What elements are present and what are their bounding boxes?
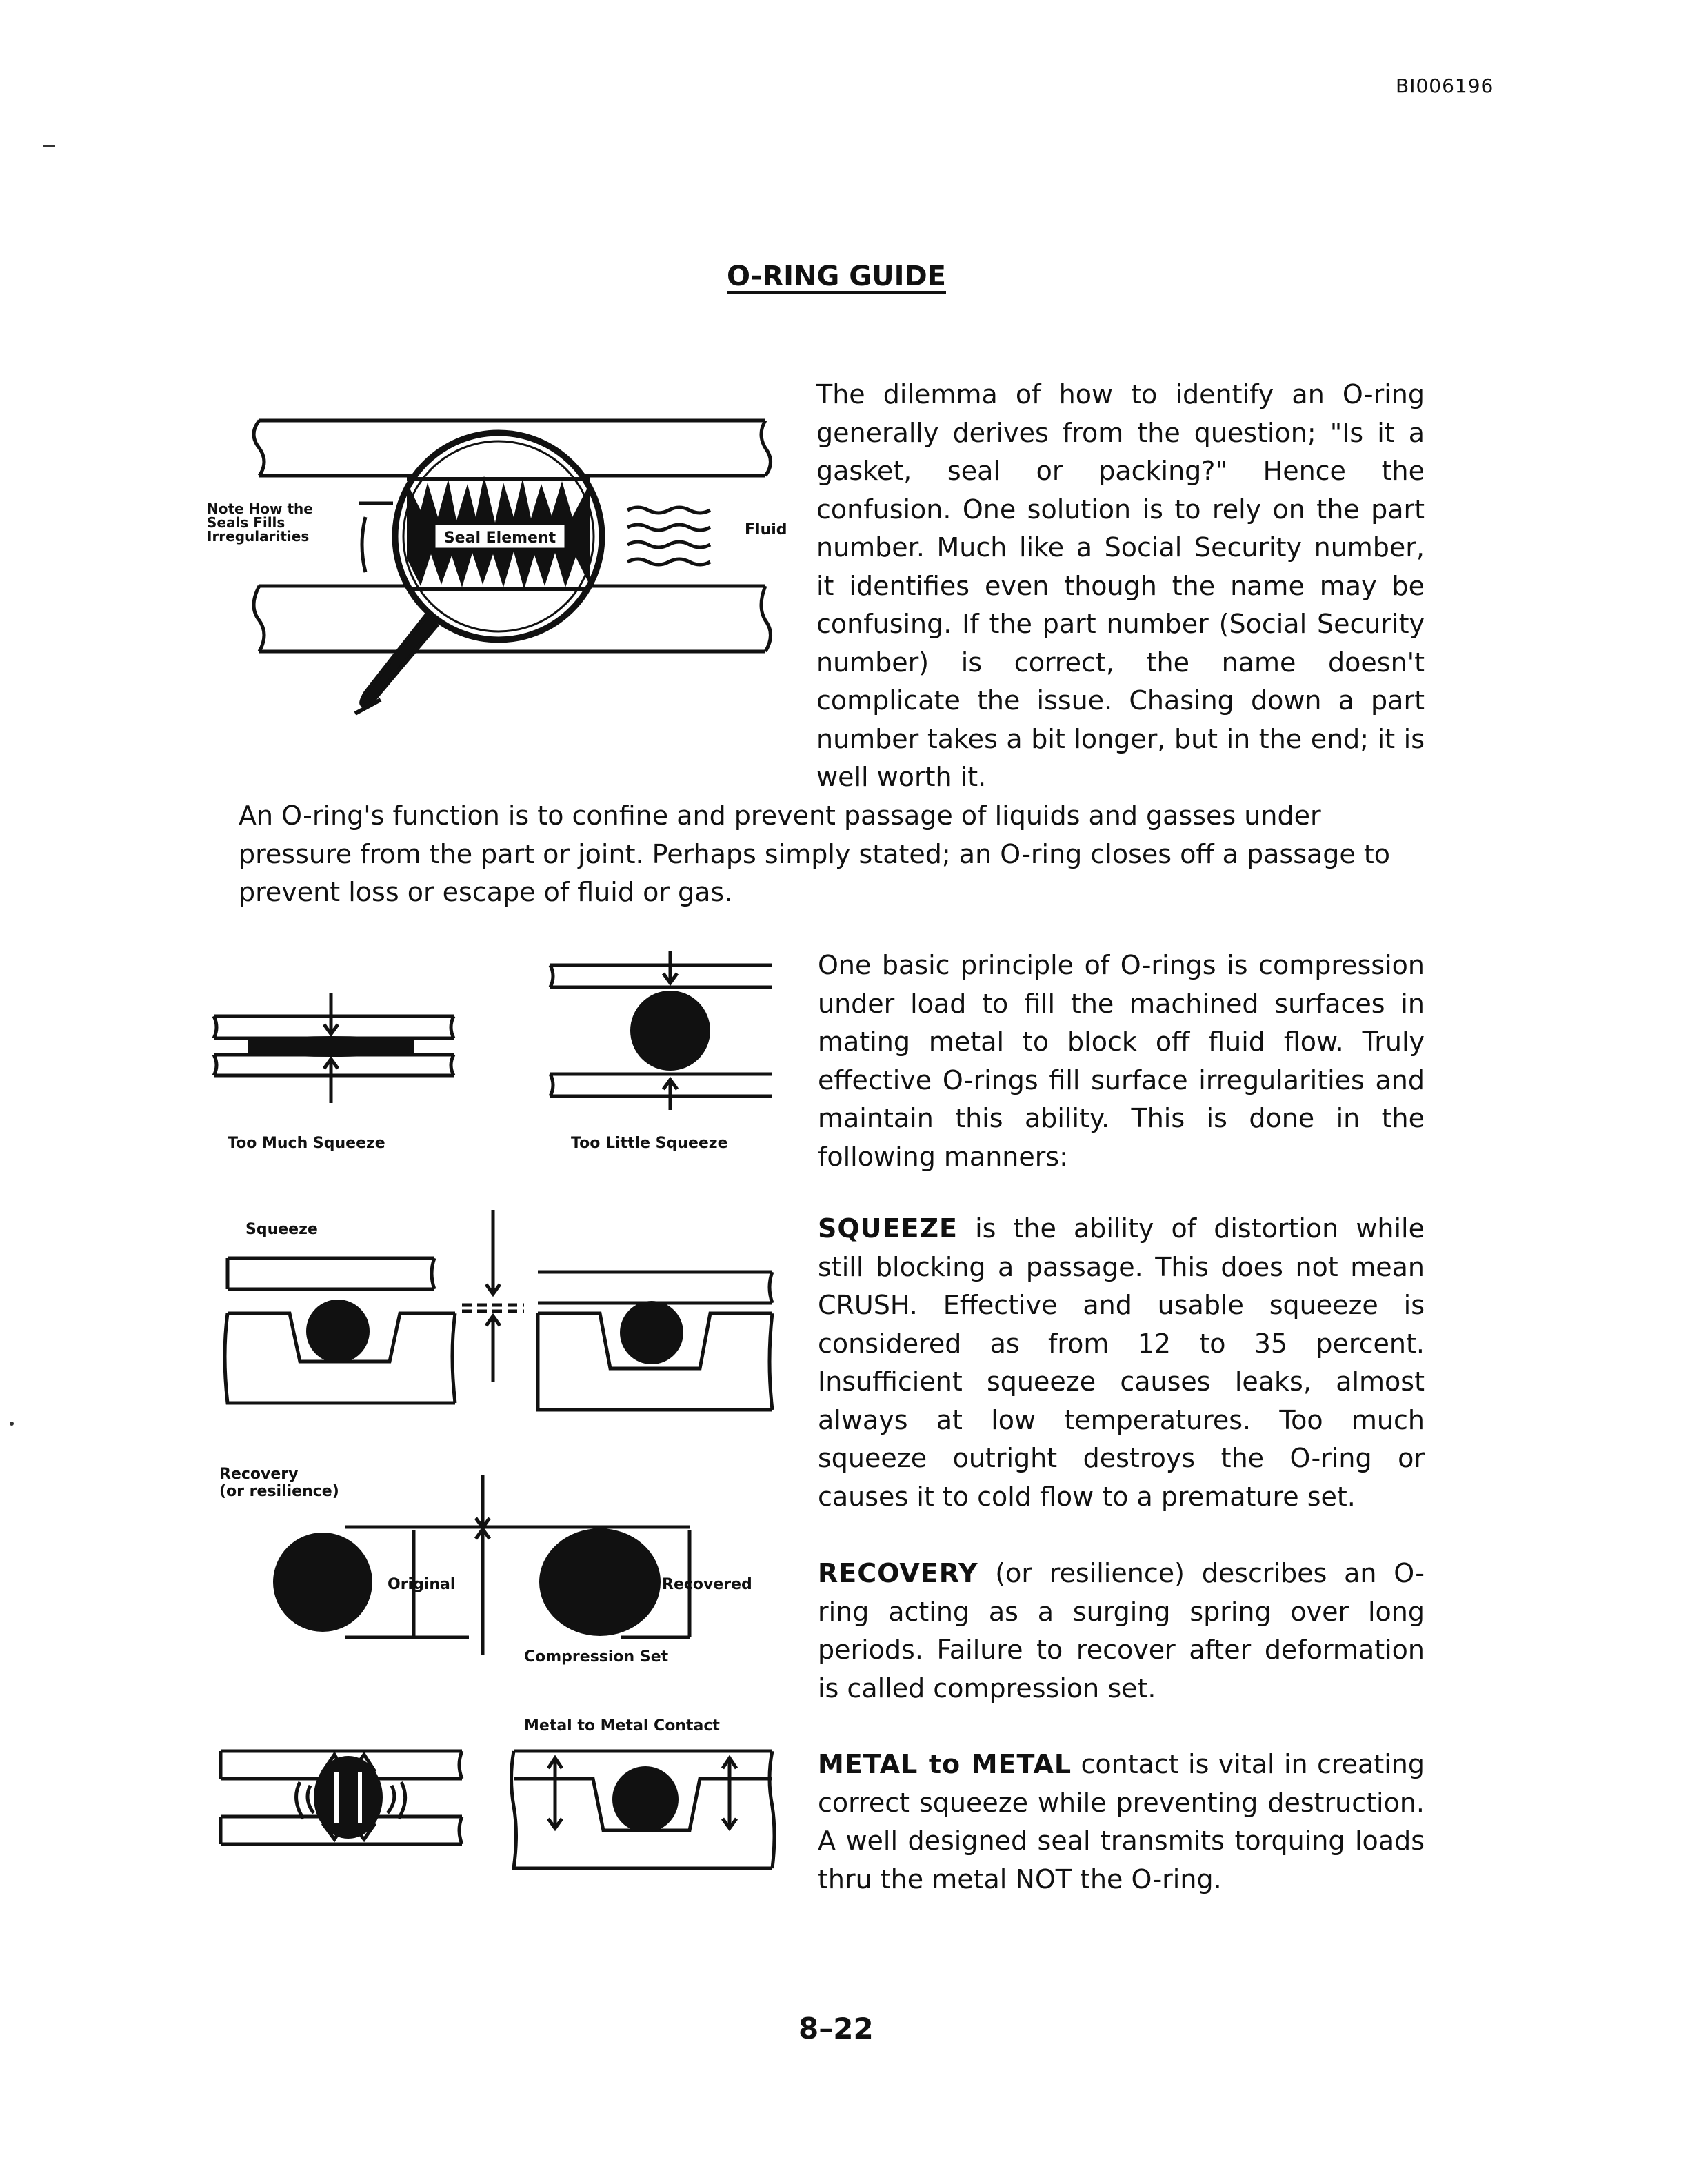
squeeze-label: Squeeze bbox=[245, 1221, 318, 1238]
intro-paragraph bbox=[816, 376, 1425, 797]
metal-to-metal-diagram bbox=[207, 1703, 786, 1896]
compression-text: One basic principle of O-rings is compression under load to fill the machined surfaces in mating metal to block off fluid flow. Truly effective O-rings fill surface irregularities and maintain this ability. This is done in the following manners: bbox=[818, 950, 1425, 1172]
squeeze-comparison-diagram bbox=[207, 944, 772, 1165]
function-paragraph bbox=[239, 797, 1426, 912]
note-label-1: Note How the bbox=[207, 501, 313, 517]
function-text: An O-ring's function is to confine and prevent passage of liquids and gasses under pressure from the part or joint. Perhaps simply stated; an O-ring closes off a passage to prevent loss or escape of fluid or gas. bbox=[239, 800, 1391, 907]
recovery-term: RECOVERY bbox=[818, 1558, 978, 1588]
magnifier-diagram bbox=[200, 407, 807, 724]
compression-paragraph bbox=[818, 947, 1425, 1176]
compression-set-label: Compression Set bbox=[524, 1648, 669, 1666]
page-title: O-RING GUIDE bbox=[727, 261, 946, 292]
original-label: Original bbox=[388, 1576, 456, 1593]
squeeze-diagram bbox=[207, 1203, 786, 1430]
intro-text: The dilemma of how to identify an O-ring generally derives from the question; "Is it a gasket, seal or packing?" Hence the confusion. One solution is to rely on the part number. Much like a Social Security number, it identifies even though the name may be confusing. If the part number (Social Security number) is correct, the name doesn't complicate the issue. Chasing down a part number takes a bit longer, but in the end; it is well worth it. bbox=[816, 379, 1425, 792]
recovery-paragraph bbox=[818, 1555, 1425, 1708]
metal-to-metal-label: Metal to Metal Contact bbox=[524, 1717, 720, 1735]
metal-text: contact is vital in creating correct squeeze while preventing destruction. A well designed seal transmits torquing loads thru the metal NOT the O-ring. bbox=[818, 1749, 1425, 1894]
recovery-text: (or resilience) describes an O-ring acting as a surging spring over long periods. Failure to recover after deformation is called compression set. bbox=[818, 1558, 1425, 1703]
scan-mark bbox=[10, 1422, 14, 1426]
document-id: BI006196 bbox=[1396, 74, 1494, 97]
fluid-label: Fluid bbox=[745, 521, 787, 538]
metal-paragraph bbox=[818, 1746, 1425, 1899]
squeeze-term: SQUEEZE bbox=[818, 1213, 958, 1244]
squeeze-paragraph bbox=[818, 1210, 1425, 1516]
squeeze-text: is the ability of distortion while still blocking a passage. This does not mean CRUSH. Effective and usable squeeze is considered as from 12 to 35 percent. Insufficient squeeze causes leaks, almost always at low temperatures. Too much squeeze outright destroys the O-ring or causes it to cold flow to a premature set. bbox=[818, 1213, 1425, 1512]
recovery-diagram bbox=[207, 1462, 786, 1675]
recovered-label: Recovered bbox=[662, 1576, 752, 1593]
seal-element-label: Seal Element bbox=[443, 529, 556, 547]
scan-mark bbox=[43, 145, 55, 147]
too-little-squeeze-label: Too Little Squeeze bbox=[571, 1135, 728, 1152]
note-label-3: Irregularities bbox=[207, 528, 310, 545]
recovery-label-2: (or resilience) bbox=[219, 1483, 339, 1500]
recovery-label-1: Recovery bbox=[219, 1466, 299, 1483]
page-number: 8–22 bbox=[798, 2012, 874, 2045]
note-label-2: Seals Fills bbox=[207, 514, 285, 531]
metal-term: METAL to METAL bbox=[818, 1749, 1072, 1779]
too-much-squeeze-label: Too Much Squeeze bbox=[228, 1135, 385, 1152]
